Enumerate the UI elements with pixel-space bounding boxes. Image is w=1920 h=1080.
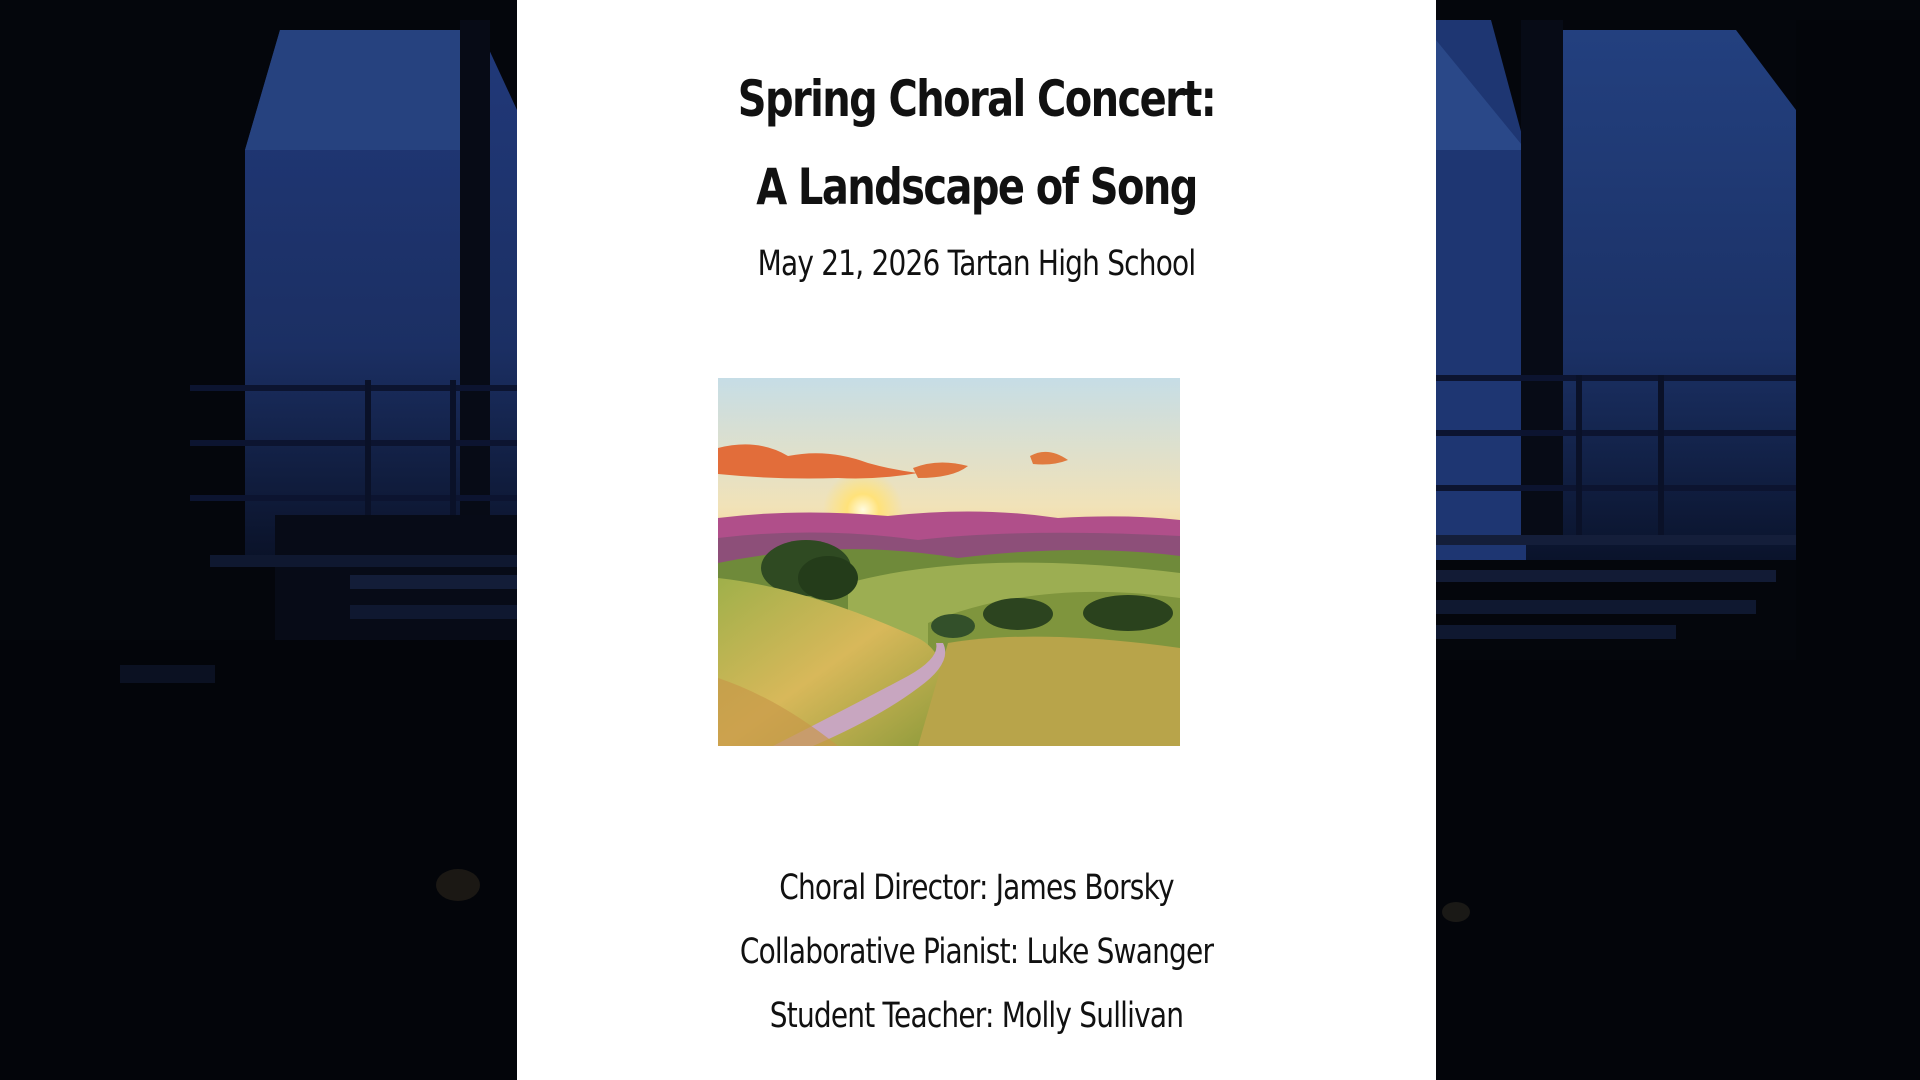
credit-collaborative-pianist: Collaborative Pianist: Luke Swanger — [739, 932, 1214, 972]
landscape-painting — [718, 378, 1180, 746]
program-cover — [517, 0, 1436, 1080]
stage-backdrop-left — [0, 0, 517, 1080]
credit-student-teacher: Student Teacher: Molly Sullivan — [769, 996, 1184, 1036]
program-title-line2: A Landscape of Song — [756, 158, 1197, 216]
stage-backdrop-right — [1436, 0, 1920, 1080]
credit-choral-director: Choral Director: James Borsky — [779, 868, 1174, 908]
concert-date-venue: May 21, 2026 Tartan High School — [757, 244, 1196, 284]
program-title-line1: Spring Choral Concert: — [737, 70, 1216, 128]
